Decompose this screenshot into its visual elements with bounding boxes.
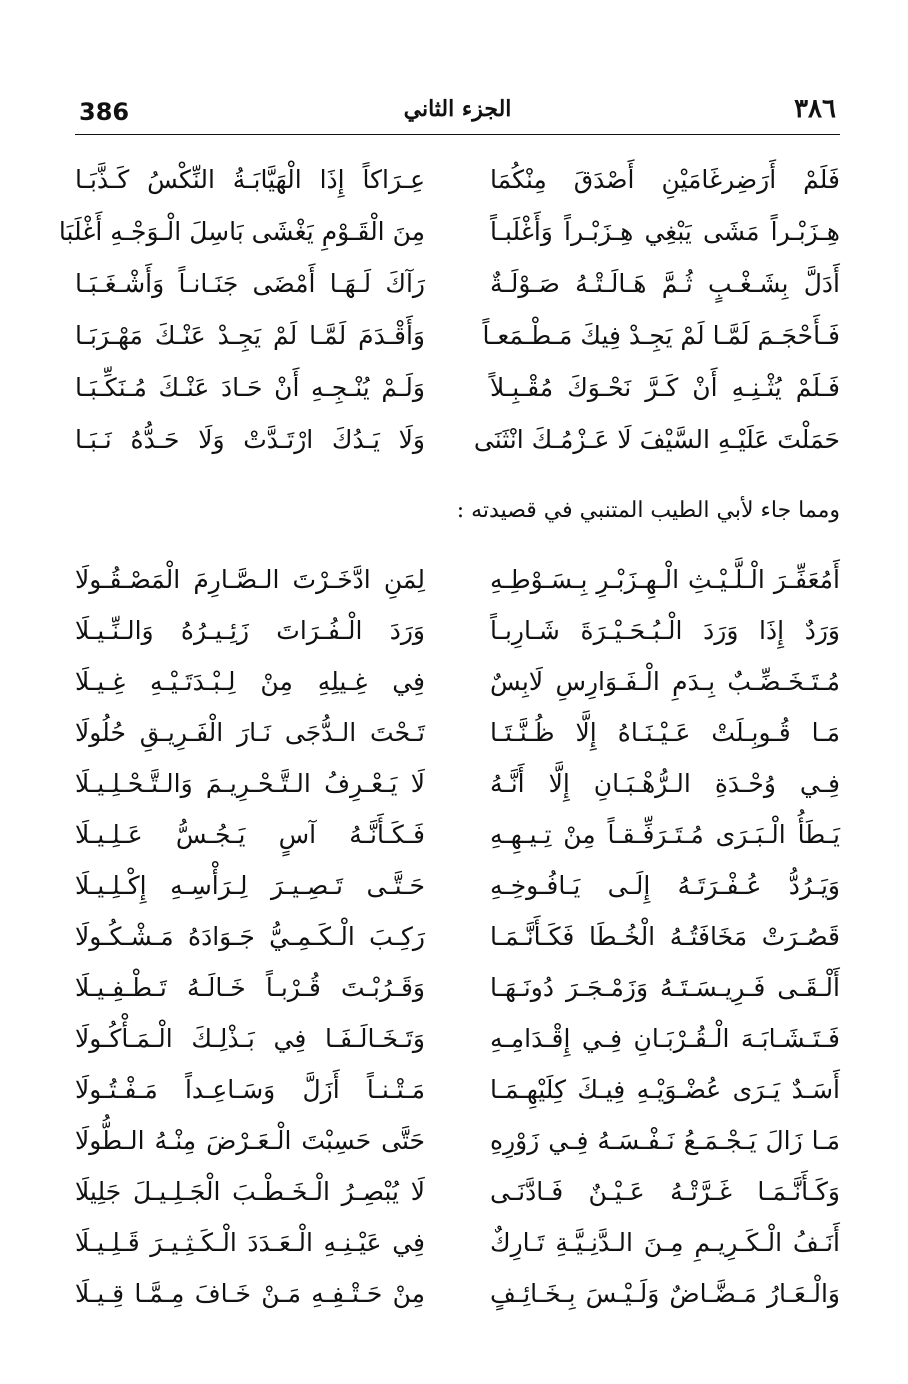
verse-line: [75, 1014, 840, 1066]
verse-first-hemistich: وَكَـأَنَّـمَـا غَـرَّتْـهُ عَـيْـنٌ فَـادَّنَـى: [490, 1177, 840, 1206]
verse-second-hemistich: وَأَقْـدَمَ لَمَّـا لَمْ يَجِـدْ عَنْـكَ مَهْـرَبَـا: [75, 321, 425, 350]
verse-line: [75, 861, 840, 913]
poem-introduction: ومما جاء لأبي الطيب المتنبي في قصيدته :: [456, 498, 840, 523]
verse-line: [75, 259, 840, 311]
running-title: الجزء الثاني: [403, 96, 512, 122]
verse-second-hemistich: تَـحْتَ الـدُّجَى نَـارَ الْفَـرِيـقِ حُلُولَا: [75, 718, 425, 747]
verse-first-hemistich: أَمُعَفِّـرَ الْـلَّـيْـثِ الْـهِـزَبْـرِ بِـسَـوْطِـهِ: [490, 565, 840, 594]
verse-line: [75, 606, 840, 658]
verse-second-hemistich: حَتَّى حَسِبْتَ الْـعَـرْضَ مِنْـهُ الـطُّولَا: [75, 1126, 425, 1155]
verse-first-hemistich: مَـا قُـوبِـلَتْ عَـيْـنَـاهُ إِلَّا ظُـنَّـتَـا: [490, 718, 840, 747]
verse-first-hemistich: وَرَدٌ إِذَا وَرَدَ الْـبُـحَـيْـرَةَ شَـارِبـاً: [490, 616, 840, 645]
verse-line: [58, 207, 840, 259]
page-number-arabic: ٣٨٦: [794, 94, 836, 124]
verse-first-hemistich: أَدَلَّ بِشَـغْـبٍ ثُـمَّ هَـالَـتْـهُ صَـوْلَـةٌ: [490, 269, 840, 298]
verse-second-hemistich: فَـكَـأَنَّـهُ آسٍ يَـجُـسُّ عَـلِـيـلَا: [75, 820, 425, 849]
verse-first-hemistich: حَمَلْتَ عَلَيْـهِ السَّيْفَ لَا عَـزْمُـكَ انْثَنَى: [473, 425, 840, 454]
verse-line: [75, 1218, 840, 1270]
verse-second-hemistich: حَـتَّـى تَـصِـيـرَ لِـرَأْسِـهِ إِكْـلِـيـلَا: [75, 871, 425, 900]
verse-line: [75, 1065, 840, 1117]
verse-line: [75, 155, 840, 207]
verse-first-hemistich: أَنَـفُ الْـكَـرِيـمِ مِـنَ الـدَّنِـيَّـةِ تَـارِكٌ: [490, 1228, 840, 1257]
verse-line: [75, 963, 840, 1015]
verse-line: [75, 363, 840, 415]
verse-line: [75, 657, 840, 709]
verse-second-hemistich: لِمَنِ ادَّخَـرْتَ الـصَّـارِمَ الْمَصْـقُـولَا: [75, 565, 425, 594]
verse-line: [75, 415, 840, 467]
verse-second-hemistich: لَا يَـعْـرِفُ الـتَّـحْـرِيـمَ وَالـتَّـحْـلِـيـلَا: [75, 769, 425, 798]
verse-second-hemistich: رَكِـبَ الْـكَـمِـيُّ جَـوَادَهُ مَـشْـكُـولَا: [75, 922, 425, 951]
verse-first-hemistich: فِـي وُحْـدَةِ الـرُّهْـبَـانِ إِلَّا أَنَّـهُ: [490, 769, 840, 798]
verse-second-hemistich: لَا يُبْصِـرُ الْـخَـطْـبَ الْجَـلِـيـلَ جَلِيلَا: [75, 1177, 425, 1206]
verse-first-hemistich: مَـا زَالَ يَـجْـمَـعُ نَـفْـسَـهُ فِـي زَوْرِهِ: [490, 1126, 840, 1155]
verse-first-hemistich: يَـطَأُ الْـبَـرَى مُـتَـرَفِّـقـاً مِنْ تِـيـهِـهِ: [490, 820, 840, 849]
verse-first-hemistich: فَـتَـشَـابَـهَ الْـقُـرْبَـانِ فِـي إِقْـدَامِـهِ: [490, 1024, 840, 1053]
verse-second-hemistich: رَآكَ لَـهَـا أَمْضَى جَنَـانـاً وَأَشْـغَـبَـا: [75, 269, 425, 298]
verse-second-hemistich: وَرَدَ الْـفُـرَاتَ زَئِـيـرُهُ وَالـنِّـيـلَا: [75, 616, 425, 645]
verse-first-hemistich: أَسَـدٌ يَـرَى عُضْـوَيْـهِ فِيـكَ كِلَيْهِـمَـا: [490, 1075, 840, 1104]
page-number-latin: 386: [79, 98, 130, 126]
verse-line: [75, 555, 840, 607]
verse-second-hemistich: وَتَـخَـالَـفَـا فِي بَـذْلِـكَ الْـمَـأْكُـولَا: [75, 1024, 425, 1053]
verse-first-hemistich: هِـزَبْـراً مَشَى يَبْغِي هِـزَبْـراً وَأَغْلَبـاً: [490, 217, 840, 246]
verse-first-hemistich: قَصُـرَتْ مَخَافَتُـهُ الْخُـطَا فَكَـأَنَّـمَـا: [490, 922, 840, 951]
verse-line: [75, 708, 840, 760]
verse-first-hemistich: مُـتَـخَـضِّـبٌ بِـدَمِ الْـفَـوَارِسِ لَابِسٌ: [490, 667, 840, 696]
verse-second-hemistich: مِنْ حَـتْـفِـهِ مَـنْ خَـافَ مِـمَّـا قِـيـلَا: [75, 1279, 425, 1308]
verse-line: [75, 1269, 840, 1321]
verse-first-hemistich: أَلْـقَـى فَـرِيـسَـتَـهُ وَزَمْـجَـرَ دُونَـهَـا: [490, 973, 840, 1002]
verse-second-hemistich: وَلَا يَـدُكَ ارْتَـدَّتْ وَلَا حَـدُّهُ نَـبَـا: [75, 425, 425, 454]
verse-second-hemistich: مِنَ الْقَـوْمِ يَغْشَى بَاسِلَ الْـوَجْـهِ أَغْلَبَا: [58, 217, 425, 246]
verse-second-hemistich: وَلَـمْ يُنْـجِـهِ أَنْ حَـادَ عَنْـكَ مُـنَكِّـبَـا: [75, 373, 425, 402]
verse-line: [75, 311, 840, 363]
verse-line: [75, 912, 840, 964]
verse-line: [75, 810, 840, 862]
verse-first-hemistich: فَـلَمْ يُثْـنِـهِ أَنْ كَـرَّ نَحْـوَكَ مُقْـبِـلاً: [490, 373, 840, 402]
page-header: [75, 90, 840, 135]
verse-first-hemistich: فَلَمْ أَرَضِرغَامَيْنِ أَصْدَقَ مِنْكُمَا: [490, 165, 840, 194]
verse-first-hemistich: وَيَـرُدُّ عُـفْـرَتَـهُ إِلَـى يَـافُـوخِـهِ: [490, 871, 840, 900]
verse-first-hemistich: فَـأَحْجَـمَ لَمَّـا لَمْ يَجِـدْ فِيكَ مَـطْـمَعـاً: [482, 321, 840, 350]
verse-second-hemistich: مَـتْـنـاً أَزَلَّ وَسَـاعِـداً مَـفْـتُـولَا: [75, 1075, 425, 1104]
verse-second-hemistich: عِـرَاكاً إِذَا الْهَيَّابَـةُ النِّكْسُ كَـذَّبَـا: [75, 165, 425, 194]
verse-line: [75, 1116, 840, 1168]
verse-line: [75, 759, 840, 811]
verse-second-hemistich: فِي عَيْـنِـهِ الْـعَـدَدَ الْـكَـثِـيـرَ قَـلِـيـلَا: [75, 1228, 425, 1257]
verse-second-hemistich: وَقَـرُبْـتَ قُـرْبـاً خَـالَـهُ تَـطْـفِـيـلَا: [75, 973, 425, 1002]
verse-second-hemistich: فِي غِـيلِهِ مِنْ لِـبْـدَتَـيْـهِ غِـيـلَا: [75, 667, 425, 696]
verse-first-hemistich: وَالْـعَـارُ مَـضَّـاضٌ وَلَـيْـسَ بِـخَـائِـفٍ: [490, 1279, 840, 1308]
verse-line: [75, 1167, 840, 1219]
